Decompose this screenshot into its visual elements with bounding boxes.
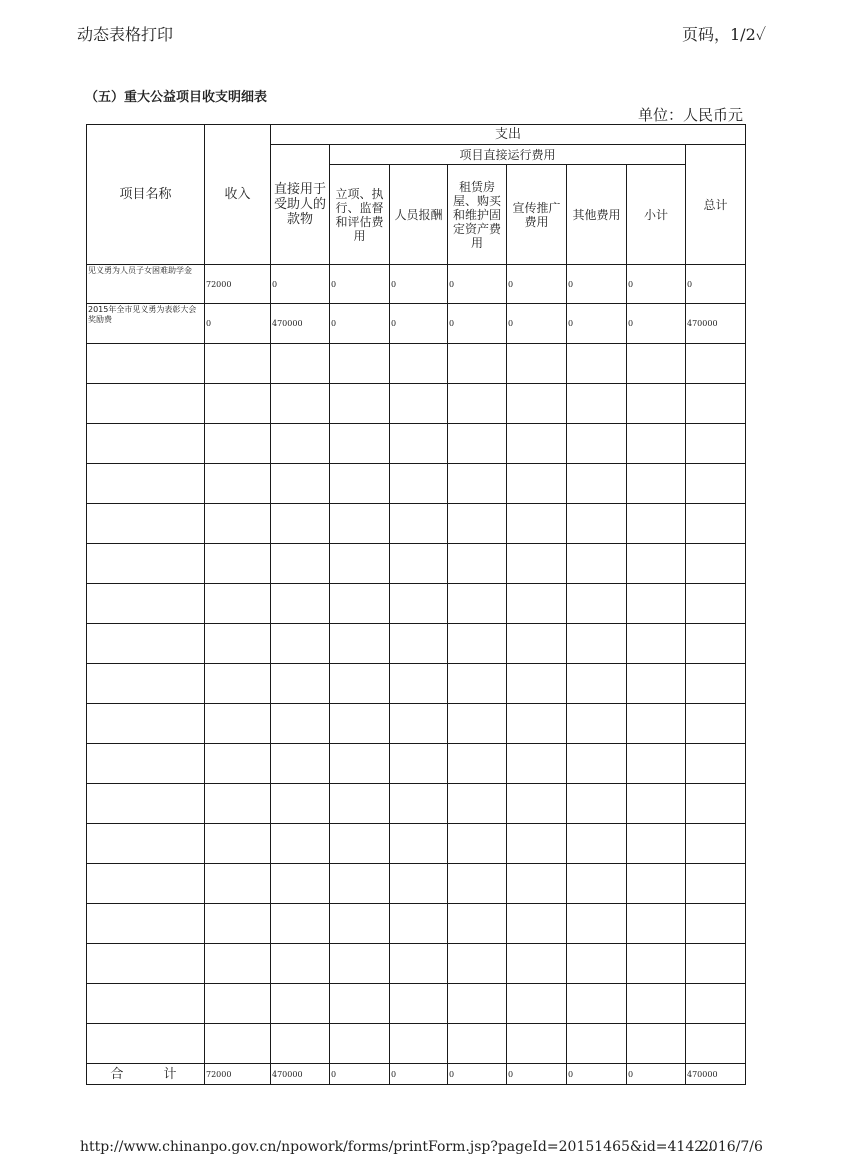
row-total: 0 <box>686 265 746 304</box>
row-publicity: 0 <box>507 265 567 304</box>
row-direct-aid: 0 <box>271 265 330 304</box>
totals-row <box>87 1064 746 1085</box>
row-project-evaluation: 0 <box>330 265 390 304</box>
totals-total: 470000 <box>686 1064 746 1085</box>
empty-row <box>87 744 746 784</box>
section-title: （五）重大公益项目收支明细表 <box>85 90 268 105</box>
empty-row <box>87 944 746 984</box>
empty-row <box>87 904 746 944</box>
page-indicator: 页码，1/2✓ <box>682 25 767 44</box>
source-url: http://www.chinanpo.gov.cn/npowork/forms/printForm.jsp?pageId=20151465&id=4142... <box>80 1139 717 1155</box>
empty-row <box>87 824 746 864</box>
row-other-expenses: 0 <box>567 265 627 304</box>
totals-income: 72000 <box>205 1064 271 1085</box>
row-project-name: 2015年全市见义勇为表彰大会奖励费 <box>87 304 205 344</box>
header-income: 收入 <box>205 125 271 265</box>
header-fixed-assets: 租赁房屋、购买和维护固定资产费用 <box>448 165 507 265</box>
header-subtotal: 小计 <box>627 165 686 265</box>
row-direct-aid: 470000 <box>271 304 330 344</box>
header-row-1 <box>87 125 746 145</box>
row-total: 470000 <box>686 304 746 344</box>
row-income: 72000 <box>205 265 271 304</box>
totals-personnel: 0 <box>390 1064 448 1085</box>
header-expense: 支出 <box>271 125 746 145</box>
table-row <box>87 304 746 344</box>
header-project-name: 项目名称 <box>87 125 205 265</box>
empty-row <box>87 1024 746 1064</box>
header-operating-costs: 项目直接运行费用 <box>330 145 686 165</box>
empty-row <box>87 504 746 544</box>
totals-direct-aid: 470000 <box>271 1064 330 1085</box>
totals-publicity: 0 <box>507 1064 567 1085</box>
empty-row <box>87 864 746 904</box>
row-project-evaluation: 0 <box>330 304 390 344</box>
header-publicity: 宣传推广费用 <box>507 165 567 265</box>
totals-other-expenses: 0 <box>567 1064 627 1085</box>
table-row <box>87 265 746 304</box>
empty-row <box>87 464 746 504</box>
empty-row <box>87 784 746 824</box>
row-fixed-assets: 0 <box>448 265 507 304</box>
totals-project-evaluation: 0 <box>330 1064 390 1085</box>
empty-row <box>87 544 746 584</box>
empty-row <box>87 624 746 664</box>
empty-row <box>87 384 746 424</box>
empty-row <box>87 704 746 744</box>
row-publicity: 0 <box>507 304 567 344</box>
row-personnel: 0 <box>390 265 448 304</box>
row-personnel: 0 <box>390 304 448 344</box>
header-total: 总计 <box>686 145 746 265</box>
header-other-expenses: 其他费用 <box>567 165 627 265</box>
row-subtotal: 0 <box>627 265 686 304</box>
empty-row <box>87 584 746 624</box>
income-expense-table <box>86 124 746 1085</box>
empty-row <box>87 344 746 384</box>
row-income: 0 <box>205 304 271 344</box>
empty-row <box>87 424 746 464</box>
print-title: 动态表格打印 <box>77 25 174 44</box>
totals-subtotal: 0 <box>627 1064 686 1085</box>
totals-fixed-assets: 0 <box>448 1064 507 1085</box>
print-date: 2016/7/6 <box>700 1139 763 1155</box>
empty-row <box>87 984 746 1024</box>
empty-row <box>87 664 746 704</box>
row-fixed-assets: 0 <box>448 304 507 344</box>
totals-label: 合 计 <box>87 1064 205 1085</box>
row-subtotal: 0 <box>627 304 686 344</box>
header-personnel: 人员报酬 <box>390 165 448 265</box>
row-project-name: 见义勇为人员子女困难助学金 <box>87 265 205 304</box>
row-other-expenses: 0 <box>567 304 627 344</box>
unit-label: 单位：人民币元 <box>638 106 744 124</box>
header-direct-aid: 直接用于受助人的款物 <box>271 145 330 265</box>
header-project-evaluation: 立项、执行、监督和评估费用 <box>330 165 390 265</box>
table-body <box>87 125 746 1085</box>
